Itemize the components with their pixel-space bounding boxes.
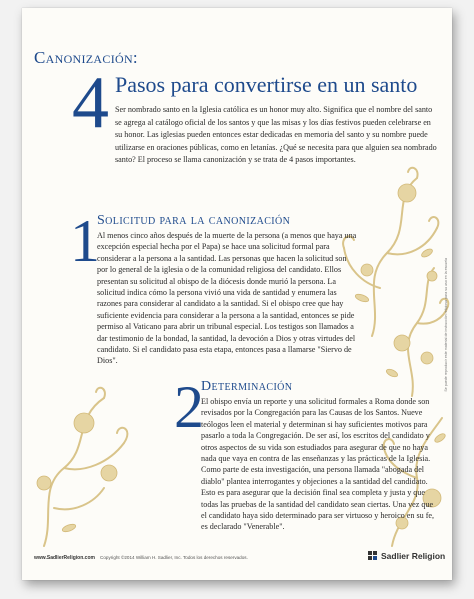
step-number-2: 2	[174, 374, 204, 440]
step-title-2: Determinación	[201, 379, 293, 394]
brand-logo	[368, 551, 445, 561]
footer-website: www.SadlierReligion.com	[34, 555, 95, 561]
step-number-1: 1	[70, 208, 100, 274]
reproduction-note: Se puede reproducir este material de instrucción religiosa para su uso en la escuela	[444, 258, 448, 392]
floral-ornament-bottom-left	[24, 378, 194, 548]
floral-ornament-right	[372, 258, 452, 398]
page-title: Pasos para convertirse en un santo	[115, 72, 418, 97]
page-kicker: Canonización:	[34, 48, 138, 67]
step-body-2: El obispo envía un reporte y una solicitud formales a Roma donde son revisados por la Congregación para las Causas de los Santos. Nueve teólogos leen el material y determinan si hay suficientes motivos para pasarlo a toda la Congregación. De ser así, los escritos del candidato y otros aspectos de su vida son estudiados para asegurar de que no haya nada que vaya en contra de las enseñanzas y las prácticas de la Iglesia. Como parte de esta investigación, una persona llamada "abogada del diablo" plantea interrogantes y objeciones a la santidad del candidato. Esto es para asegurar que la decisión final sea completa y justa y que todas las pruebas de la santidad del candidato sean ciertas. Una vez que el candidato haya sido determinado para ser virtuoso y heroico en su fe, es declarado "Venerable".	[201, 397, 435, 532]
footer-credits	[34, 555, 248, 561]
step-title-1: Solicitud para la canonización	[97, 213, 291, 228]
worksheet-page	[22, 8, 452, 580]
step-body-1: Al menos cinco años después de la muerte de la persona (a menos que haya una excepción especial hecha por el Papa) se hace una solicitud formal para considerar a la persona a la santidad. Las personas que hacen la solicitud son por lo general de la iglesia o de la comunidad religiosa del candidato. Ellos presentan su solicitud al obispo de la diócesis donde murió la persona. La solicitud indica cómo la persona vivió una vida de santidad y enumera las razones para considerar al candidato a la santidad. Si el obispo cree que hay suficiente evidencia para considerar a la persona a la santidad, entonces se pide permiso al Vaticano para abrir un tribunal especial. Los testigos son llamados a dar testimonio de la bondad, la santidad, la devoción a Dios y otras virtudes del candidato. Si el candidato pasa esta etapa, entonces pasa a llamarse "Siervo de Dios".	[97, 231, 357, 366]
intro-paragraph: Ser nombrado santo en la Iglesia católica es un honor muy alto. Significa que el nombre del santo se agrega al catálogo oficial de los santos y que las misas y los días festivos pueden celebrarse en su honor. Las iglesias pueden entonces estar dedicadas en memoria del santo y su nombre puede utilizarse en oraciones públicas, como en letanías. ¿Qué se necesita para que alguien sea nombrado santo? El proceso se llama canonización y se trata de 4 pasos importantes.	[115, 105, 437, 165]
brand-name: Sadlier Religion	[381, 551, 446, 561]
footer-copyright: Copyright ©2014 William H. Sadlier, Inc. Todos los derechos reservados.	[100, 555, 248, 560]
big-step-count: 4	[72, 62, 109, 144]
sadlier-logo-icon	[368, 551, 378, 561]
